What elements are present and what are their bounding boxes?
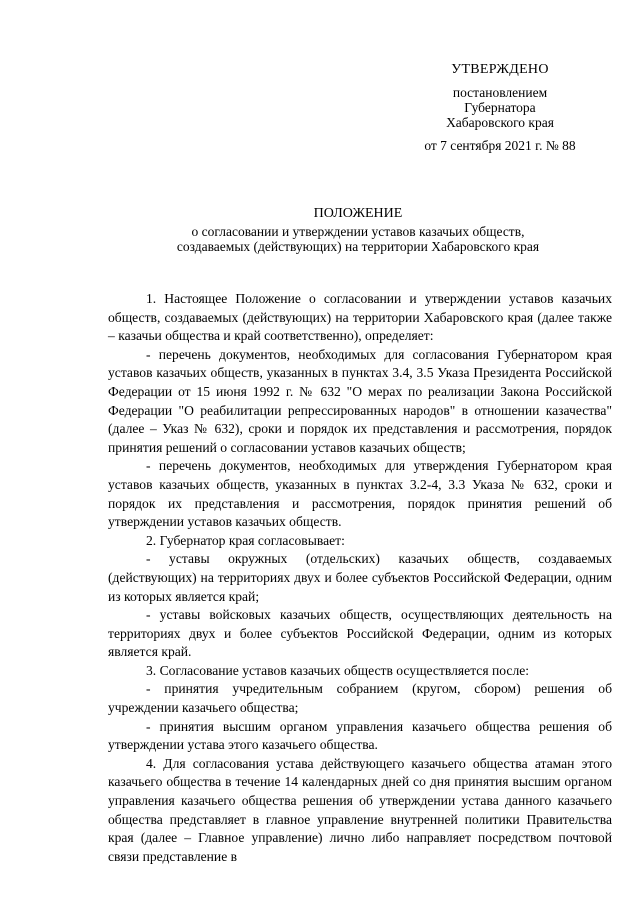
approval-line-2: Губернатора [464,100,536,115]
document-subtitle-line-1: о согласовании и утверждении уставов казачьих обществ, [191,224,525,239]
paragraph: - принятия учредительным собранием (кругом, сбором) решения об учреждении казачьего общества; [108,681,612,716]
paragraph: 1. Настоящее Положение о согласовании и утверждении уставов казачьих обществ, создаваемых (действующих) на территории Хабаровского края (далее также – казачьи общества и край соответственно), определяет: [108,291,612,344]
document-heading [100,206,616,254]
approval-block [400,62,600,153]
document-subtitle-line-2: создаваемых (действующих) на территории Хабаровского края [176,239,540,254]
paragraph: - перечень документов, необходимых для утверждения Губернатором края уставов казачьих обществ, указанных в пунктах 3.2-4, 3.3 Указа № 632, сроки и порядок их представления и рассмотрения, порядок принятия решений об утверждении уставов казачьих обществ. [108,458,612,530]
paragraph: - принятия высшим органом управления казачьего общества решения об утверждении устава этого казачьего общества. [108,718,612,753]
paragraph: - уставы окружных (отдельских) казачьих обществ, создаваемых (действующих) на территориях двух и более субъектов Российской Федерации, одним из которых является край; [108,551,612,604]
approval-line-3: Хабаровского края [446,115,554,130]
paragraph: 2. Губернатор края согласовывает: [146,532,345,548]
paragraph: - перечень документов, необходимых для согласования Губернатором края уставов казачьих обществ, указанных в пунктах 3.4, 3.5 Указа Президента Российской Федерации от 15 июня 1992 г. № 632 "О мерах по реализации Закона Российской Федерации "О реабилитации репрессированных народов" в отношении казачества" (далее – Указ № 632), сроки и порядок их представления и рассмотрения, порядок принятия решений о согласовании уставов казачьих обществ; [108,346,612,455]
document-body [108,290,612,866]
paragraph: 3. Согласование уставов казачьих обществ осуществляется после: [146,662,530,678]
paragraph: - уставы войсковых казачьих обществ, осуществляющих деятельность на территориях двух и более субъектов Российской Федерации, одним из которых является край. [108,607,612,660]
document-title: ПОЛОЖЕНИЕ [313,206,403,221]
approval-date: от 7 сентября 2021 г. № 88 [424,138,576,153]
approval-line-1: постановлением [452,85,548,100]
approval-stamp: УТВЕРЖДЕНО [451,62,549,77]
paragraph: 4. Для согласования устава действующего казачьего общества атаман этого казачьего общества в течение 14 календарных дней со дня принятия высшим органом управления казачьего общества решения об утверждении устава данного казачьего общества представляет в главное управление внутренней политики Правительства края (далее – Главное управление) лично либо направляет посредством почтовой связи представление в [108,755,612,864]
